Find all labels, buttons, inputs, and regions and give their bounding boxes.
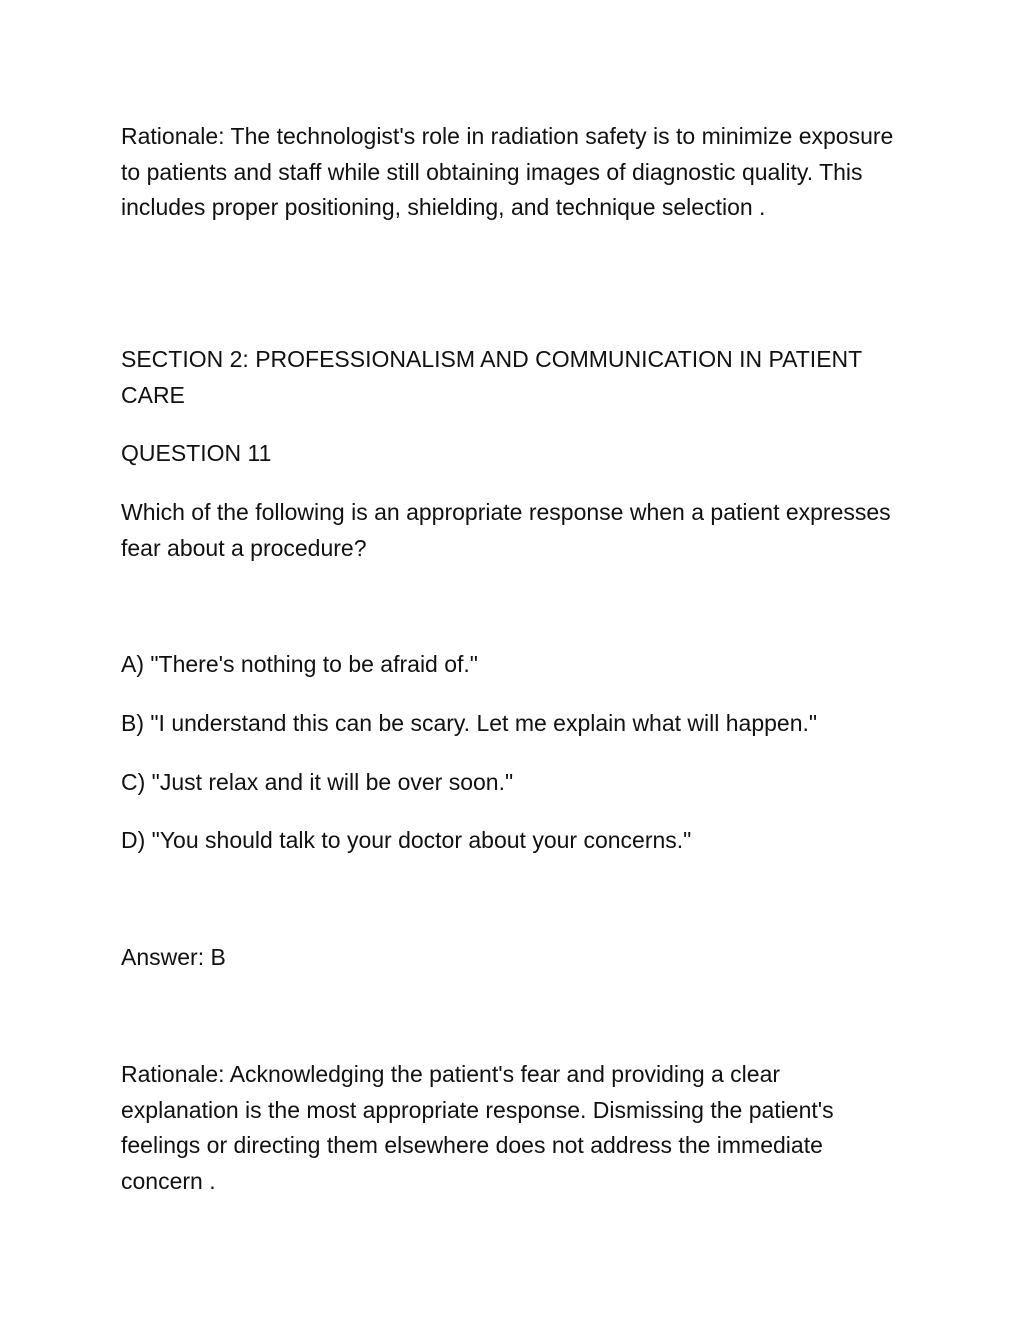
question-number: QUESTION 11 — [121, 440, 272, 466]
answer-option-b: B) "I understand this can be scary. Let me explain what will happen." — [121, 710, 818, 736]
question-text: Which of the following is an appropriate response when a patient expresses fear about a procedure? — [121, 499, 891, 561]
answer-option-d: D) "You should talk to your doctor about your concerns." — [121, 827, 692, 853]
rationale-current-question: Rationale: Acknowledging the patient's fear and providing a clear explanation is the most appropriate response. Dismissing the patient's feelings or directing them elsewhere does not address the immediate concern . — [121, 1061, 834, 1194]
section-heading: SECTION 2: PROFESSIONALISM AND COMMUNICATION IN PATIENT CARE — [121, 346, 862, 408]
answer-option-c: C) "Just relax and it will be over soon." — [121, 769, 514, 795]
answer-option-a: A) "There's nothing to be afraid of." — [121, 651, 478, 677]
answer-key: Answer: B — [121, 944, 226, 970]
rationale-previous-question: Rationale: The technologist's role in radiation safety is to minimize exposure to patients and staff while still obtaining images of diagnostic quality. This includes proper positioning, shielding, and technique selection . — [121, 123, 894, 220]
